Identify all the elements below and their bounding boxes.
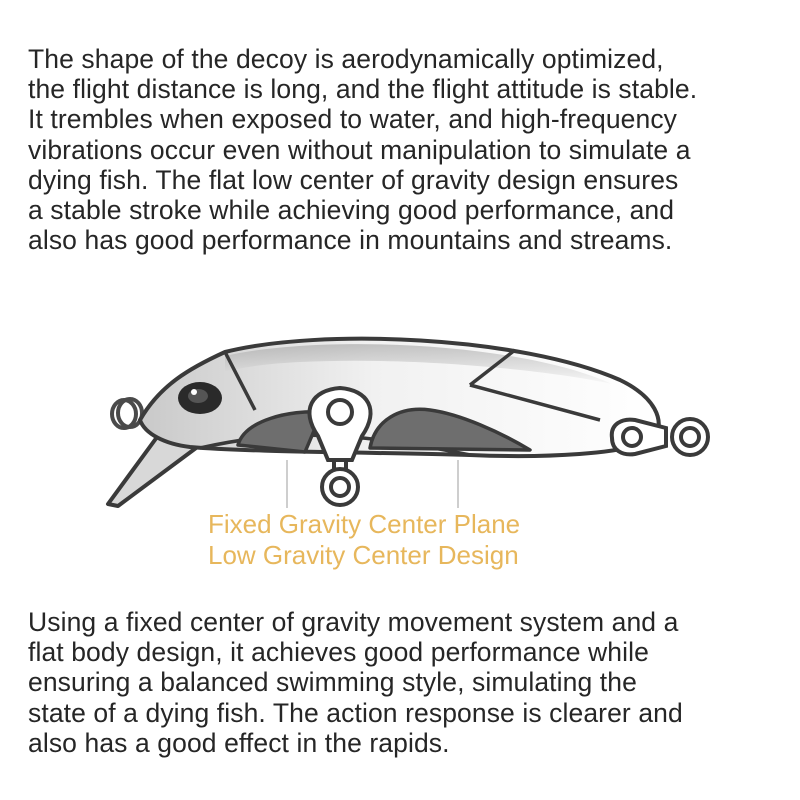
intro-line: also has good performance in mountains and streams. — [28, 225, 673, 256]
outro-line: ensuring a balanced swimming style, simulating the — [28, 667, 637, 698]
caption-low-gravity-design: Low Gravity Center Design — [208, 540, 519, 570]
outro-line: state of a dying fish. The action response is clearer and — [28, 697, 683, 728]
intro-line: dying fish. The flat low center of gravity design ensures — [28, 164, 679, 195]
intro-line: vibrations occur even without manipulation to simulate a — [28, 134, 691, 165]
split-ring-icon — [112, 399, 142, 428]
intro-paragraph — [28, 44, 788, 255]
intro-line: the flight distance is long, and the flight attitude is stable. — [28, 74, 698, 105]
tail-eyelet-icon — [612, 419, 708, 455]
outro-line: flat body design, it achieves good performance while — [28, 637, 649, 668]
intro-line: The shape of the decoy is aerodynamically optimized, — [28, 44, 664, 74]
outro-line: also has a good effect in the rapids. — [28, 727, 450, 758]
outro-line: Using a fixed center of gravity movement system and a — [28, 607, 679, 637]
caption-fixed-gravity-plane: Fixed Gravity Center Plane — [208, 509, 521, 539]
fishing-lure-cutaway-icon — [0, 300, 800, 510]
intro-line: It trembles when exposed to water, and high-frequency — [28, 104, 678, 135]
intro-line: a stable stroke while achieving good performance, and — [28, 195, 675, 226]
eye-icon — [178, 382, 222, 414]
outro-paragraph — [28, 607, 788, 758]
